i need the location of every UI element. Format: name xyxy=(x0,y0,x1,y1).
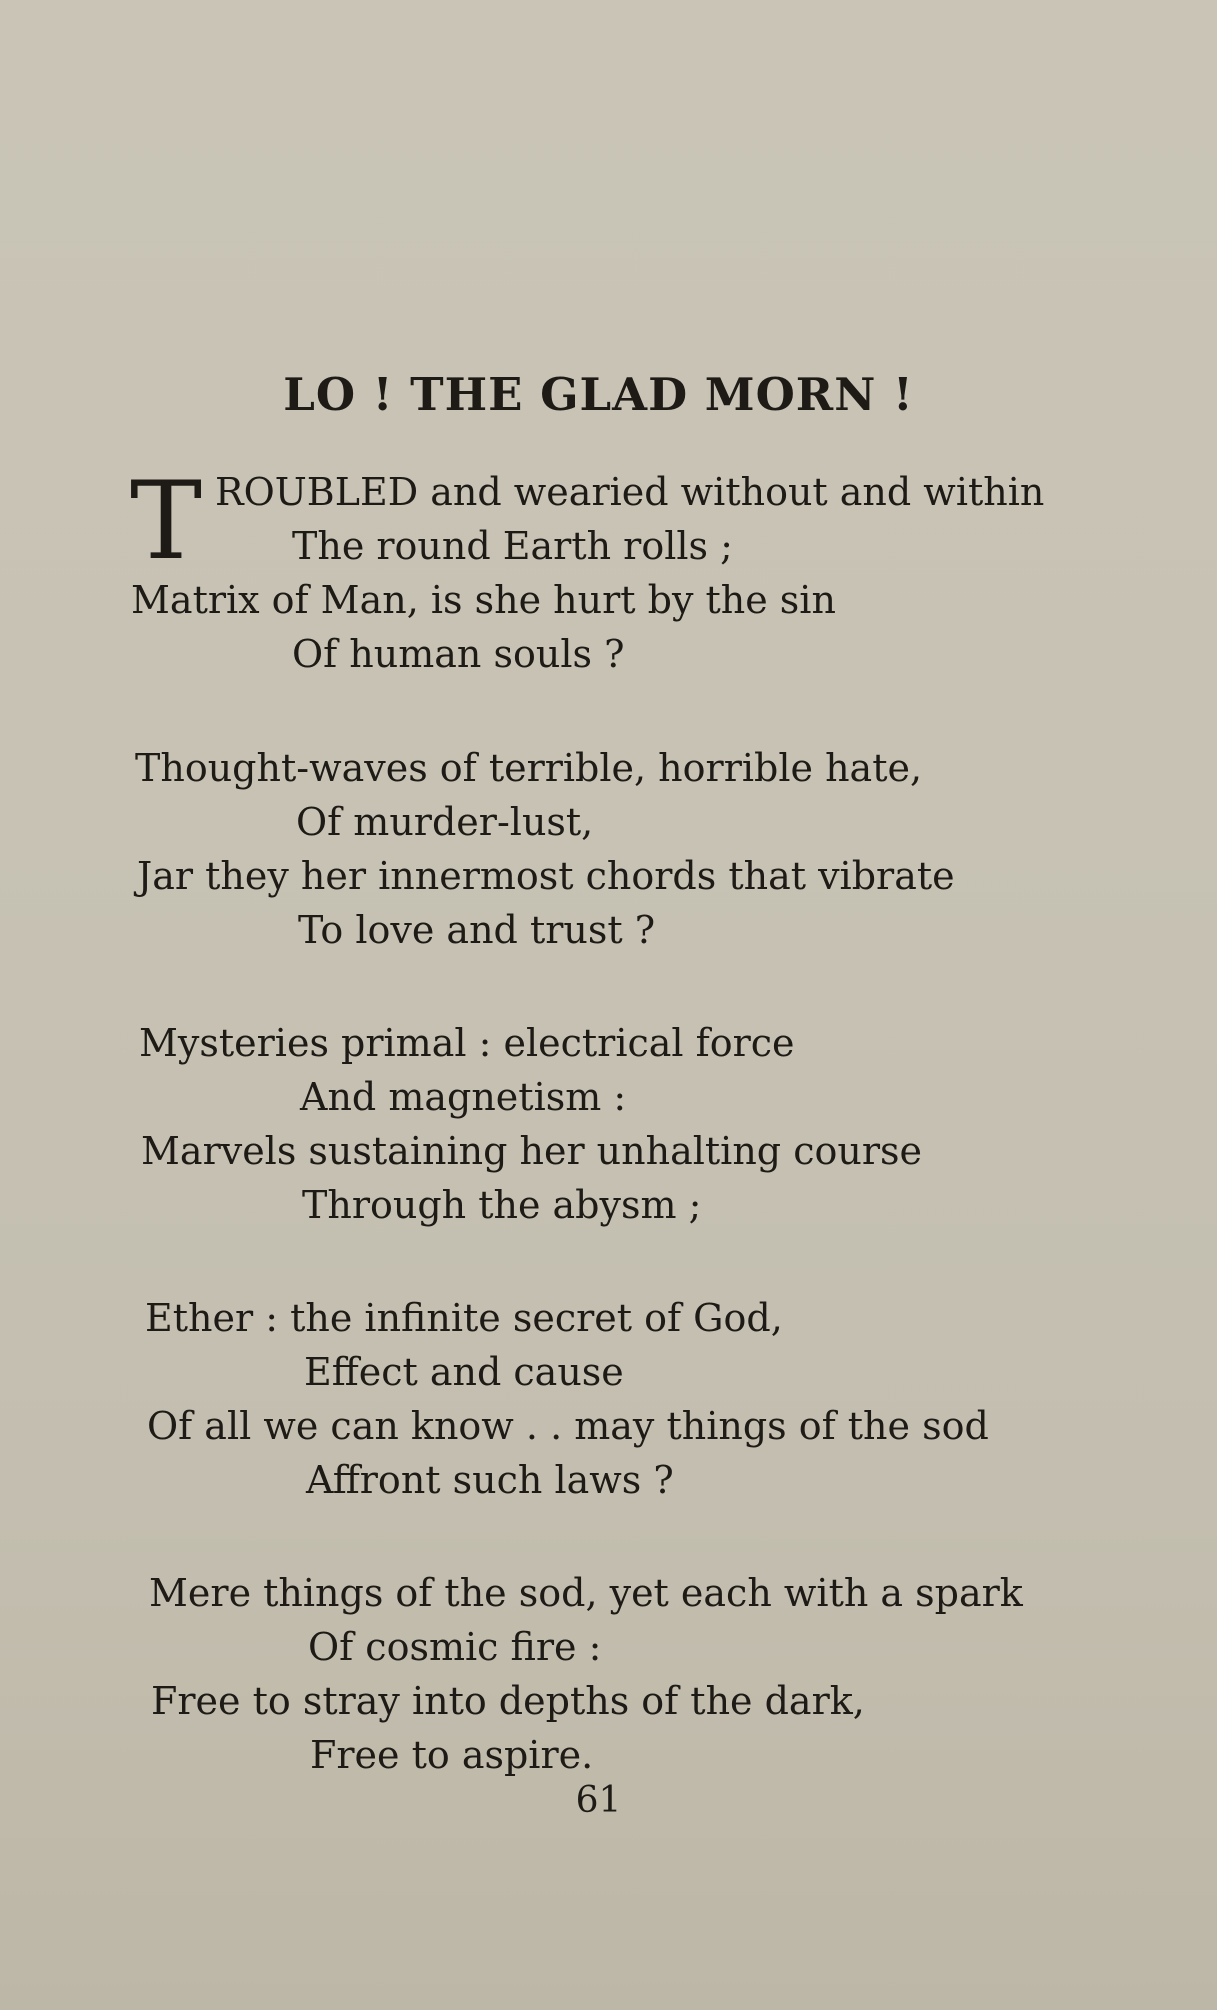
poem-line: Through the abysm ; xyxy=(302,1183,702,1227)
poem-line: Of murder-lust, xyxy=(296,800,594,844)
poem-line: The round Earth rolls ; xyxy=(292,524,733,568)
poem-line: And magnetism : xyxy=(300,1075,627,1119)
poem-line: Affront such laws ? xyxy=(306,1458,674,1502)
poem-line: ROUBLED and wearied without and within xyxy=(215,470,1045,514)
poem-line: Marvels sustaining her unhalting course xyxy=(141,1129,923,1173)
poem-line: Mere things of the sod, yet each with a spark xyxy=(149,1571,1023,1615)
poem-line: Effect and cause xyxy=(304,1350,624,1394)
page-number: 61 xyxy=(575,1780,622,1821)
poem-line: Ether : the infinite secret of God, xyxy=(145,1296,783,1340)
poem-line: Of all we can know . . may things of the sod xyxy=(147,1404,989,1448)
poem-line: Jar they her innermost chords that vibrate xyxy=(137,854,955,898)
drop-cap: T xyxy=(130,459,203,584)
poem-line: Thought-waves of terrible, horrible hate, xyxy=(135,746,923,790)
poem-line: Mysteries primal : electrical force xyxy=(139,1021,795,1065)
poem-line: Free to aspire. xyxy=(310,1733,594,1777)
poem-line: Of human souls ? xyxy=(292,632,625,676)
poem-line: To love and trust ? xyxy=(298,908,656,952)
poem-title: LO ! THE GLAD MORN ! xyxy=(283,368,914,421)
poem-line: Of cosmic fire : xyxy=(308,1625,602,1669)
poem-line: Matrix of Man, is she hurt by the sin xyxy=(131,578,836,622)
poem-line: Free to stray into depths of the dark, xyxy=(151,1679,865,1723)
